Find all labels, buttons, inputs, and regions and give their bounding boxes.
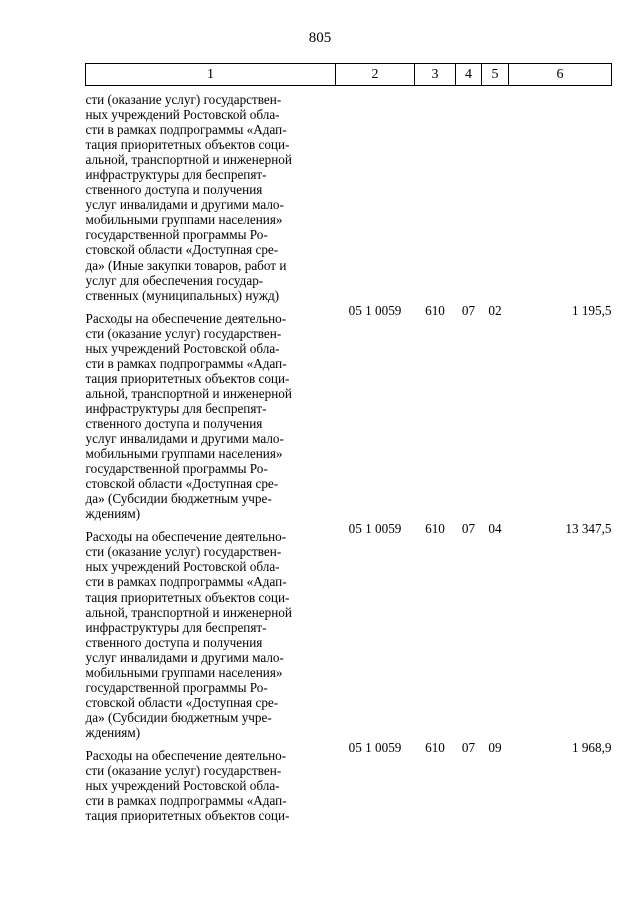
header-col-5: 5: [482, 64, 509, 86]
header-col-6: 6: [509, 64, 612, 86]
table-row: [86, 521, 612, 740]
table-row-continued: [86, 86, 612, 303]
subsection-code: 04: [488, 521, 502, 537]
row-description: Расходы на обеспечение деятельно- сти (оказание услуг) государствен- ных учреждений Ростовской обла- сти в рамках подпрограммы «Адап- тация приоритетных объектов соци- альной, транспортной и инженерной инфраструктуры для беспрепят- ственного доступа и получения услуг инвалидами и другими мало- мобильными группами населения» государственной программы Ро- стовской области «Доступная сре- да» (Субсидии бюджетным учре- ждениям): [85, 529, 292, 740]
expense-type-code: 610: [425, 521, 445, 537]
amount: 13 347,5: [565, 521, 612, 537]
row-description: сти (оказание услуг) государствен- ных учреждений Ростовской обла- сти в рамках подпрограммы «Адап- тация приоритетных объектов соци- альной, транспортной и инженерной инфраструктуры для беспрепят- ственного доступа и получения услуг инвалидами и другими мало- мобильными группами населения» государственной программы Ро- стовской области «Доступная сре- да» (Иные закупки товаров, работ и услуг для обеспечения государ- ственных (муниципальных) нужд): [85, 92, 292, 303]
subsection-code: 02: [488, 302, 502, 318]
table-header-row: [86, 64, 612, 86]
header-col-3: 3: [415, 64, 456, 86]
page-number: 805: [308, 30, 332, 46]
header-col-4: 4: [456, 64, 482, 86]
header-col-1: 1: [86, 64, 336, 86]
row-description: Расходы на обеспечение деятельно- сти (оказание услуг) государствен- ных учреждений Ростовской обла- сти в рамках подпрограммы «Адап- тация приоритетных объектов соци-: [85, 747, 290, 824]
expense-type-code: 610: [425, 739, 445, 755]
row-description: Расходы на обеспечение деятельно- сти (оказание услуг) государствен- ных учреждений Ростовской обла- сти в рамках подпрограммы «Адап- тация приоритетных объектов соци- альной, транспортной и инженерной инфраструктуры для беспрепят- ственного доступа и получения услуг инвалидами и другими мало- мобильными группами населения» государственной программы Ро- стовской области «Доступная сре- да» (Субсидии бюджетным учре- ждениям): [85, 310, 292, 522]
section-code: 07: [461, 302, 476, 318]
table-row: [86, 740, 612, 823]
subsection-code: 09: [488, 739, 502, 755]
expense-type-code: 610: [425, 302, 445, 318]
target-article-code: 05 1 0059: [348, 302, 402, 318]
section-code: 07: [461, 739, 476, 755]
table-row: [86, 303, 612, 522]
target-article-code: 05 1 0059: [348, 739, 402, 755]
target-article-code: 05 1 0059: [348, 521, 402, 537]
section-code: 07: [461, 521, 476, 537]
amount: 1 968,9: [571, 739, 612, 755]
budget-table: [85, 63, 612, 823]
amount: 1 195,5: [571, 302, 612, 318]
header-col-2: 2: [336, 64, 415, 86]
